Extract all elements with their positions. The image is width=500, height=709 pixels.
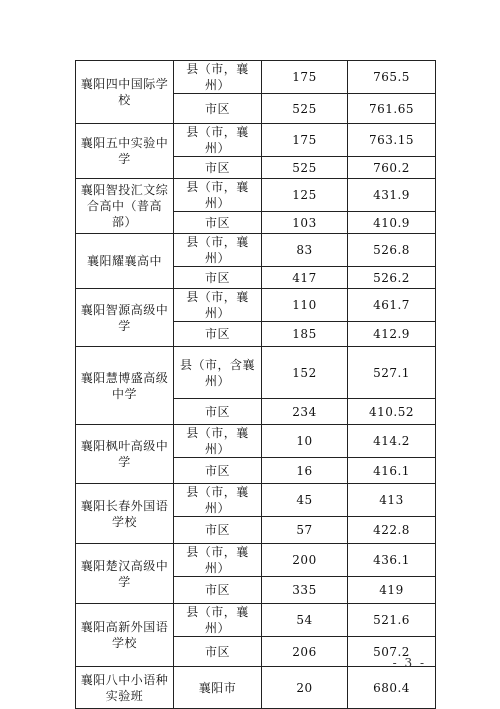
quota-cell: 16	[262, 458, 348, 484]
quota-cell: 57	[262, 517, 348, 544]
score-cell: 419	[348, 577, 436, 604]
region-cell: 市区	[174, 517, 262, 544]
quota-cell: 175	[262, 61, 348, 94]
school-name-cell: 襄阳高新外国语学校	[76, 604, 174, 667]
quota-cell: 152	[262, 347, 348, 399]
table-row	[76, 179, 436, 212]
quota-cell: 54	[262, 604, 348, 637]
quota-cell: 20	[262, 667, 348, 709]
quota-cell: 417	[262, 267, 348, 289]
quota-cell: 200	[262, 544, 348, 577]
region-cell: 县（市，襄州）	[174, 124, 262, 157]
quota-cell: 525	[262, 94, 348, 124]
school-name-cell: 襄阳慧博盛高级中学	[76, 347, 174, 425]
table-row	[76, 544, 436, 577]
quota-cell: 335	[262, 577, 348, 604]
school-name-cell: 襄阳长春外国语学校	[76, 484, 174, 544]
region-cell: 市区	[174, 267, 262, 289]
quota-cell: 206	[262, 637, 348, 667]
score-cell: 436.1	[348, 544, 436, 577]
quota-cell: 234	[262, 399, 348, 425]
region-cell: 市区	[174, 458, 262, 484]
quota-cell: 103	[262, 212, 348, 234]
region-cell: 市区	[174, 157, 262, 179]
school-name-cell: 襄阳四中国际学校	[76, 61, 174, 124]
score-cell: 763.15	[348, 124, 436, 157]
score-cell: 410.52	[348, 399, 436, 425]
region-cell: 县（市，含襄州）	[174, 347, 262, 399]
score-cell: 680.4	[348, 667, 436, 709]
score-cell: 412.9	[348, 322, 436, 347]
page-number: - 3 -	[392, 656, 426, 670]
score-cell: 461.7	[348, 289, 436, 322]
score-cell: 526.2	[348, 267, 436, 289]
school-name-cell: 襄阳八中小语种实验班	[76, 667, 174, 709]
table-row	[76, 484, 436, 517]
score-cell: 431.9	[348, 179, 436, 212]
score-cell: 413	[348, 484, 436, 517]
score-cell: 765.5	[348, 61, 436, 94]
region-cell: 襄阳市	[174, 667, 262, 709]
score-cell: 761.65	[348, 94, 436, 124]
school-name-cell: 襄阳智源高级中学	[76, 289, 174, 347]
quota-cell: 125	[262, 179, 348, 212]
region-cell: 市区	[174, 212, 262, 234]
region-cell: 县（市，襄州）	[174, 425, 262, 458]
region-cell: 县（市，襄州）	[174, 179, 262, 212]
table-row	[76, 124, 436, 157]
admission-score-table	[75, 60, 436, 709]
quota-cell: 10	[262, 425, 348, 458]
score-cell: 414.2	[348, 425, 436, 458]
score-cell: 422.8	[348, 517, 436, 544]
table-row	[76, 234, 436, 267]
school-name-cell: 襄阳五中实验中学	[76, 124, 174, 179]
region-cell: 县（市，襄州）	[174, 289, 262, 322]
quota-cell: 110	[262, 289, 348, 322]
region-cell: 县（市，襄州）	[174, 234, 262, 267]
table-row	[76, 604, 436, 637]
table-row	[76, 61, 436, 94]
school-name-cell: 襄阳耀襄高中	[76, 234, 174, 289]
quota-cell: 525	[262, 157, 348, 179]
region-cell: 县（市，襄州）	[174, 544, 262, 577]
region-cell: 市区	[174, 94, 262, 124]
quota-cell: 185	[262, 322, 348, 347]
quota-cell: 83	[262, 234, 348, 267]
score-cell: 527.1	[348, 347, 436, 399]
table-row	[76, 289, 436, 322]
school-name-cell: 襄阳枫叶高级中学	[76, 425, 174, 484]
score-cell: 416.1	[348, 458, 436, 484]
quota-cell: 175	[262, 124, 348, 157]
region-cell: 县（市，襄州）	[174, 484, 262, 517]
region-cell: 县（市，襄州）	[174, 61, 262, 94]
quota-cell: 45	[262, 484, 348, 517]
score-cell: 526.8	[348, 234, 436, 267]
score-cell: 521.6	[348, 604, 436, 637]
table-row	[76, 347, 436, 399]
table-row	[76, 667, 436, 709]
score-cell: 507.2	[348, 637, 436, 667]
region-cell: 市区	[174, 399, 262, 425]
table-row	[76, 425, 436, 458]
region-cell: 县（市，襄州）	[174, 604, 262, 637]
score-cell: 410.9	[348, 212, 436, 234]
region-cell: 市区	[174, 322, 262, 347]
school-name-cell: 襄阳楚汉高级中学	[76, 544, 174, 604]
score-cell: 760.2	[348, 157, 436, 179]
region-cell: 市区	[174, 577, 262, 604]
school-name-cell: 襄阳智投汇文综合高中（普高部）	[76, 179, 174, 234]
region-cell: 市区	[174, 637, 262, 667]
